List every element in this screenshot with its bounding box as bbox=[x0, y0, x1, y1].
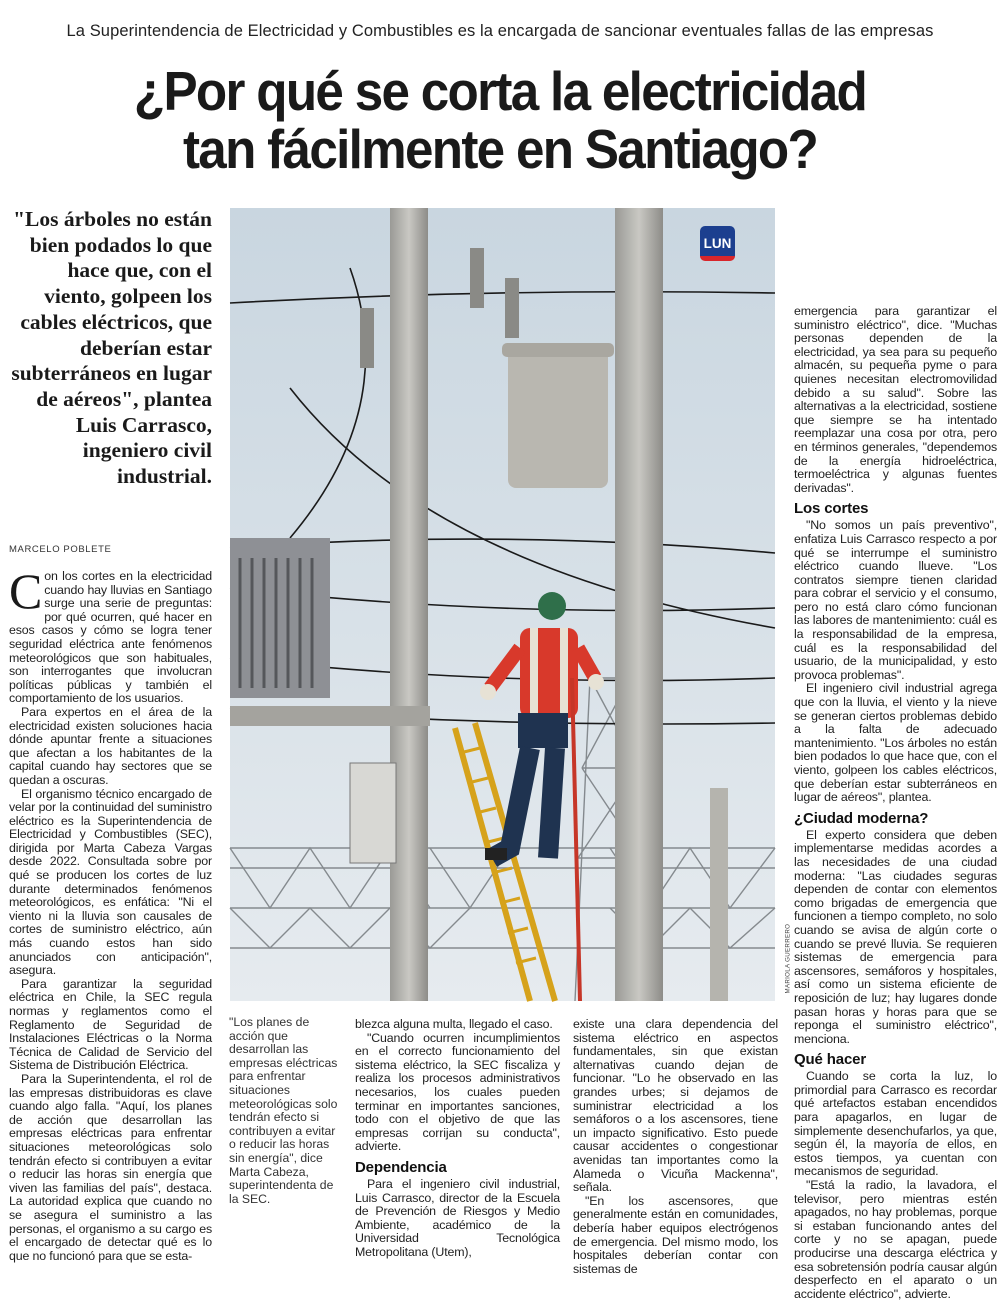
article-paragraph: "Está la radio, la lavadora, el televisor, pero mientras estén apagados, no hay problemas, porque si estaban funcionando antes del corte y no se apagan, puede producirse una descarga eléctrica y esa sobretensión podría causar algún desperfecto en el aparato o un accidente eléctrico", advierte. bbox=[794, 1178, 997, 1301]
side-quote: "Los planes de acción que desarrollan las empresas eléctricas para enfrentar situaciones meteorológicas solo tendrán efecto si contribuyen a evitar o reducir las horas sin energía", dice Marta Cabeza, superintendenta de la SEC. bbox=[229, 1015, 338, 1206]
section-heading: Dependencia bbox=[355, 1158, 447, 1176]
article-paragraph: Con los cortes en la electricidad cuando hay lluvias en Santiago surge una serie de preguntas: por qué ocurren, qué hacer en esos casos y cómo se logra tener seguridad eléctrica ante fenómenos meteorológicos que son habituales, son interrogantes que involucran políticas públicas y también el comportamiento de los usuarios. bbox=[9, 563, 212, 706]
article-column-4 bbox=[794, 305, 997, 1301]
photo-credit: MARIOLA GUERRERO bbox=[784, 923, 792, 994]
section-heading: ¿Ciudad moderna? bbox=[794, 809, 929, 827]
lineworker-photo bbox=[230, 208, 775, 1001]
article-column-2 bbox=[355, 1018, 560, 1260]
article-paragraph: El experto considera que deben implementarse medidas acordes a las necesidades de una ciudad moderna: "Las ciudades seguras dependen de contar con elementos como brigadas de emergencia que funcionen a tiempo completo, no solo cuando se avisa de algún corte o cuando se prevé lluvia. Se requieren sistemas de emergencia para ascensores, semáforos y hospitales, así como un sistema eficiente de reposición de luz; hay lugares donde pasan horas y horas para que se reponga el suministro eléctrico", menciona. bbox=[794, 827, 997, 1046]
article-paragraph: existe una clara dependencia del sistema eléctrico en aspectos fundamentales, sin que existan alternativas cuando dejan de funcionar. "Lo he observado en las grandes urbes; si dejamos de suministrar electricidad a los semáforos o a los ascensores, tiene un impacto significativo. Esto puede causar accidentes o congestionar avenidas tan importantes como la Alameda o Vicuña Mackenna", señala. bbox=[573, 1017, 778, 1195]
article-paragraph: El ingeniero civil industrial agrega que con la lluvia, el viento y la nieve se generan ciertos problemas debido a la falta de adecuado mantenimiento. "Los árboles no están bien podados lo que hace que, con el viento, golpeen los cables eléctricos, que deberían estar subterráneos en lugar de aéreos", plantea. bbox=[794, 681, 997, 805]
article-paragraph: El organismo técnico encargado de velar por la continuidad del suministro eléctrico es la Superintendencia de Electricidad y Combustibles (SEC), dirigida por Marta Cabeza Vargas desde 2022. Consultada sobre por qué se producen los cortes de luz durante determinados fenómenos meteorológicos, es enfática: "Ni el viento ni la lluvia son causales de cortes de suministro eléctrico, aún más cuando estos han sido anunciados con anticipación", asegura. bbox=[9, 786, 212, 978]
headline-line-2: tan fácilmente en Santiago? bbox=[182, 118, 818, 180]
article-column-1 bbox=[9, 563, 212, 1263]
kicker: La Superintendencia de Electricidad y Combustibles es la encargada de sancionar eventuales fallas de las empresas bbox=[66, 22, 934, 40]
section-heading: Qué hacer bbox=[794, 1051, 867, 1069]
article-paragraph: blezca alguna multa, llegado el caso. bbox=[355, 1017, 553, 1031]
photo-illustration bbox=[230, 208, 775, 1001]
article-paragraph: emergencia para garantizar el suministro eléctrico", dice. "Muchas personas dependen de la electricidad, ya sea para su pequeño almacén, su pequeña pyme o para quienes necesitan electromovilidad debido a su salud". Sobre las alternativas a la electricidad, sostiene que siempre se ha intentado reemplazar una cosa por otra, pero en términos generales, "dependemos de la energía hidroeléctrica, termoeléctrica y algunas fuentes derivadas". bbox=[794, 304, 997, 495]
headline-line-1: ¿Por qué se corta la electricidad bbox=[133, 60, 867, 122]
article-paragraph: Para expertos en el área de la electricidad existen soluciones hacia dónde apuntar frente a situaciones que afectan a los habitantes de la capital cuando hay sectores que se quedan a oscuras. bbox=[9, 704, 212, 787]
drop-cap: C bbox=[9, 563, 43, 619]
article-paragraph: Cuando se corta la luz, lo primordial para Carrasco es recordar qué artefactos estaban encendidos para apagarlos, en lugar de simplemente desenchufarlos, ya que, según él, la mayoría de ellos, en estos tiempos, ya cuentan con mecanismos de seguridad. bbox=[794, 1069, 997, 1179]
article-paragraph: "No somos un país preventivo", enfatiza Luis Carrasco respecto a por qué se interrumpe el suministro eléctrico cuando llueve. "Los contratos siempre tienen claridad para cobrar el servicio y el consumo, pero no está claro cómo funcionan las labores de mantenimiento: cuál es la responsabilidad de la empresa, cuál es la responsabilidad del usuario, de la municipalidad, y esto provoca problemas". bbox=[794, 518, 997, 682]
article-paragraph: Para garantizar la seguridad eléctrica en Chile, la SEC regula normas y reglamentos como el Reglamento de Seguridad de Instalaciones Eléctricas o la Norma Técnica de Calidad de Servicio del Sistema de Distribución Eléctrica. bbox=[9, 976, 212, 1073]
article-paragraph: Para el ingeniero civil industrial, Luis Carrasco, director de la Escuela de Prevención de Riesgos y Medio Ambiente, académico de la Universidad Tecnológica Metropolitana (Utem), bbox=[355, 1176, 560, 1259]
lun-logo: LUN bbox=[700, 226, 735, 261]
article-column-3 bbox=[573, 1018, 778, 1276]
article-paragraph: Para la Superintendenta, el rol de las empresas distribuidoras es clave cuando algo falla. "Aquí, los planes de acción que desarrollan las empresas eléctricas para enfrentar situaciones meteorológicas solo tendrán efecto si contribuyen a evitar o reducir las horas sin energía que viven las familias del país", destaca. La autoridad explica que cuando no se asegura el suministro a las personas, el organismo a su cargo es el encargado de detectar qué es lo que no funcionó para que se esta- bbox=[9, 1071, 212, 1263]
headline bbox=[35, 62, 965, 178]
article-paragraph: "Cuando ocurren incumplimientos en el correcto funcionamiento del sistema eléctrico, la SEC fiscaliza y realiza los procesos administrativos necesarios, los cuales pueden terminar en importantes sanciones, todo con el objetivo de que las empresas corrijan su conducta", advierte. bbox=[355, 1030, 560, 1154]
pullquote: "Los árboles no están bien podados lo que hace que, con el viento, golpeen los cables eléctricos, que deberían estar subterráneos en lugar de aéreos", plantea Luis Carrasco, ingeniero civil industrial. bbox=[11, 207, 212, 489]
byline: MARCELO POBLETE bbox=[9, 544, 112, 555]
section-heading: Los cortes bbox=[794, 500, 869, 518]
article-paragraph: "En los ascensores, que generalmente están en comunidades, debería haber equipos electrógenos de emergencia. Del mismo modo, los hospitales deberían contar con sistemas de bbox=[573, 1193, 778, 1276]
